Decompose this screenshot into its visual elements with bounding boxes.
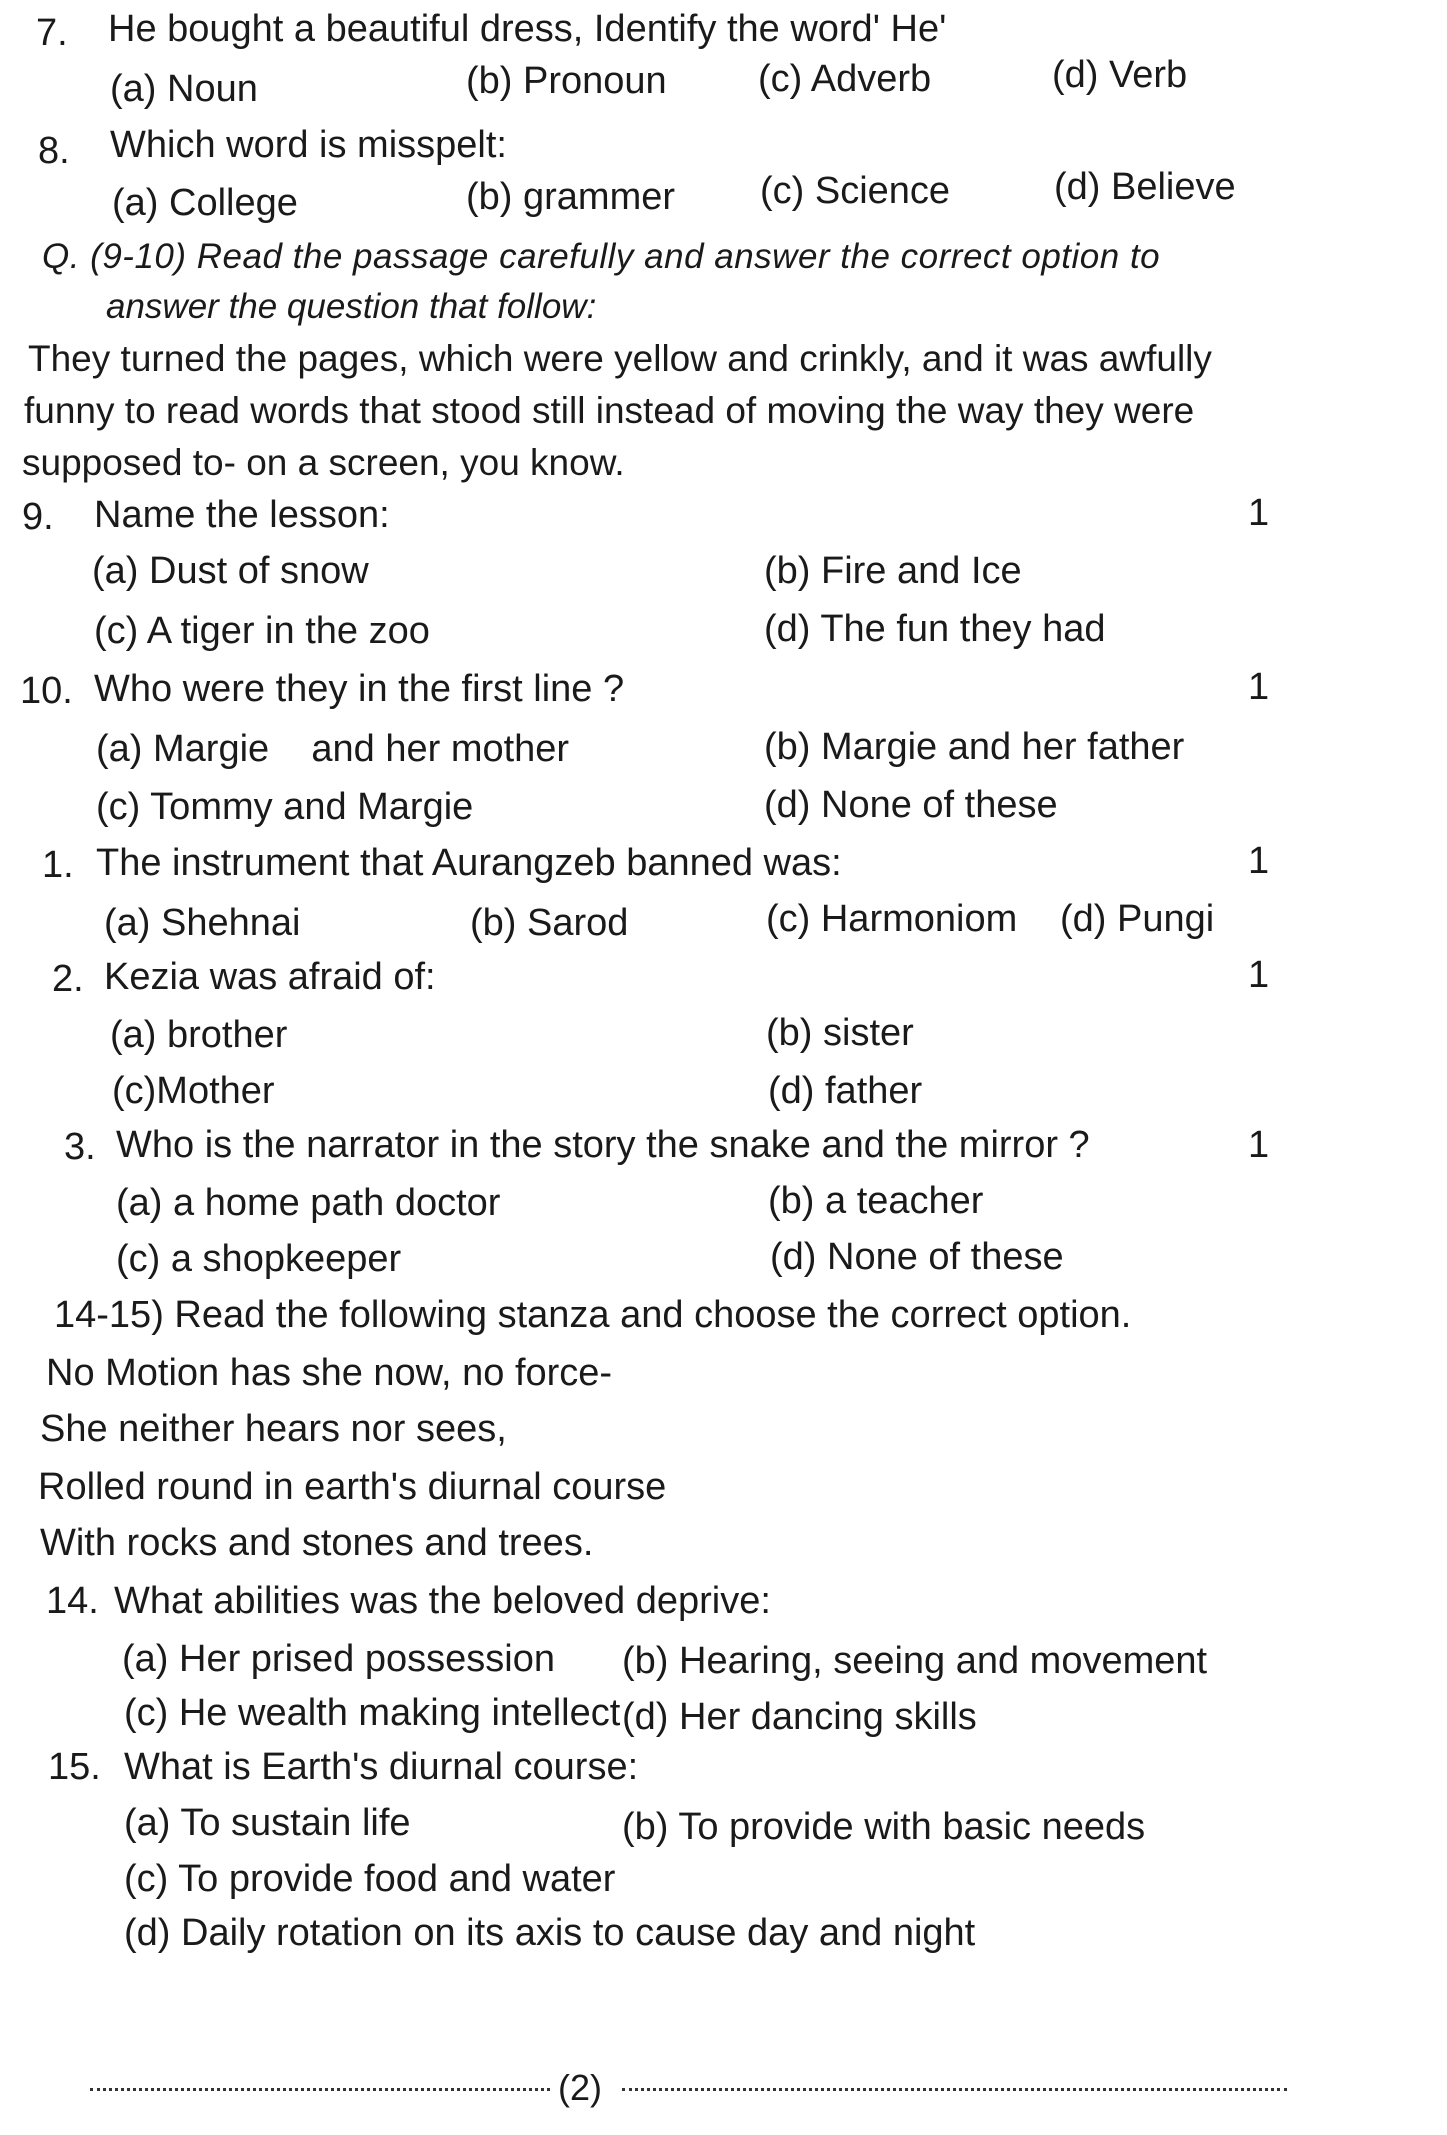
stanza-line: She neither hears nor sees, bbox=[40, 1408, 507, 1450]
stanza-line: Rolled round in earth's diurnal course bbox=[38, 1466, 667, 1508]
option: (c) a shopkeeper bbox=[116, 1238, 402, 1280]
marks: 1 bbox=[1248, 1124, 1270, 1166]
question-text: He bought a beautiful dress, Identify the word' He' bbox=[108, 8, 947, 50]
question-number: 1. bbox=[42, 844, 74, 886]
passage-line: supposed to- on a screen, you know. bbox=[22, 442, 625, 483]
option: (a) Her prised possession bbox=[122, 1638, 555, 1680]
question-text: Who is the narrator in the story the snake and the mirror ? bbox=[116, 1124, 1090, 1166]
option: (d) father bbox=[768, 1070, 923, 1112]
footer-dotted-line bbox=[90, 2088, 550, 2091]
option: (c) Harmoniom bbox=[766, 898, 1018, 940]
option: (c) He wealth making intellect bbox=[124, 1692, 621, 1734]
option: (d) Pungi bbox=[1060, 898, 1215, 940]
footer-dotted-line bbox=[622, 2088, 1287, 2091]
option: (a) Shehnai bbox=[104, 902, 301, 944]
question-text: The instrument that Aurangzeb banned was: bbox=[96, 842, 842, 884]
option: (a) Margie and her mother bbox=[96, 728, 570, 770]
option: (c) Adverb bbox=[758, 58, 932, 100]
question-text: What abilities was the beloved deprive: bbox=[114, 1580, 771, 1622]
question-number: 7. bbox=[36, 12, 68, 54]
option: (a) To sustain life bbox=[124, 1802, 411, 1844]
option: (d) Daily rotation on its axis to cause day and night bbox=[124, 1912, 976, 1954]
option: (b) a teacher bbox=[768, 1180, 984, 1222]
option: (b) Pronoun bbox=[466, 60, 667, 102]
marks: 1 bbox=[1248, 840, 1270, 882]
question-number: 2. bbox=[52, 958, 84, 1000]
option: (d) Verb bbox=[1052, 54, 1188, 96]
option: (c) To provide food and water bbox=[124, 1858, 616, 1900]
option: (a) Dust of snow bbox=[92, 550, 369, 592]
option: (d) Believe bbox=[1054, 166, 1236, 208]
option: (d) None of these bbox=[770, 1236, 1064, 1278]
option: (b) To provide with basic needs bbox=[622, 1806, 1146, 1848]
stanza-line: With rocks and stones and trees. bbox=[40, 1522, 594, 1564]
question-text: Who were they in the first line ? bbox=[94, 668, 625, 710]
marks: 1 bbox=[1248, 492, 1270, 534]
option: (c) A tiger in the zoo bbox=[94, 610, 430, 652]
question-number: 8. bbox=[38, 130, 70, 172]
question-number: 10. bbox=[20, 670, 73, 712]
question-text: Which word is misspelt: bbox=[110, 124, 507, 166]
option: (a) brother bbox=[110, 1014, 288, 1056]
question-number: 9. bbox=[22, 496, 54, 538]
question-text: Kezia was afraid of: bbox=[104, 956, 436, 998]
option: (c) Tommy and Margie bbox=[96, 786, 474, 828]
option: (b) sister bbox=[766, 1012, 914, 1054]
option: (d) The fun they had bbox=[764, 608, 1106, 650]
option: (b) Sarod bbox=[470, 902, 629, 944]
option: (b) Hearing, seeing and movement bbox=[622, 1640, 1208, 1682]
question-text: What is Earth's diurnal course: bbox=[124, 1746, 639, 1788]
option: (b) Fire and Ice bbox=[764, 550, 1022, 592]
option: (b) Margie and her father bbox=[764, 726, 1185, 768]
option: (d) Her dancing skills bbox=[622, 1696, 977, 1738]
stanza-line: No Motion has she now, no force- bbox=[46, 1352, 613, 1394]
option: (c)Mother bbox=[112, 1070, 275, 1112]
option: (d) None of these bbox=[764, 784, 1058, 826]
question-number: 14. bbox=[46, 1580, 99, 1622]
passage-instruction: answer the question that follow: bbox=[106, 287, 597, 326]
marks: 1 bbox=[1248, 954, 1270, 996]
question-number: 3. bbox=[64, 1126, 96, 1168]
passage-instruction: Q. (9-10) Read the passage carefully and answer the correct option to bbox=[42, 237, 1161, 276]
passage-line: They turned the pages, which were yellow and crinkly, and it was awfully bbox=[28, 338, 1212, 379]
stanza-instruction: 14-15) Read the following stanza and choose the correct option. bbox=[54, 1294, 1132, 1336]
option: (c) Science bbox=[760, 170, 951, 212]
option: (a) Noun bbox=[110, 68, 258, 110]
option: (b) grammer bbox=[466, 176, 676, 218]
marks: 1 bbox=[1248, 666, 1270, 708]
passage-line: funny to read words that stood still instead of moving the way they were bbox=[24, 390, 1195, 431]
option: (a) a home path doctor bbox=[116, 1182, 501, 1224]
page-number: (2) bbox=[558, 2067, 602, 2108]
option: (a) College bbox=[112, 182, 298, 224]
question-text: Name the lesson: bbox=[94, 494, 390, 536]
question-number: 15. bbox=[48, 1746, 101, 1788]
